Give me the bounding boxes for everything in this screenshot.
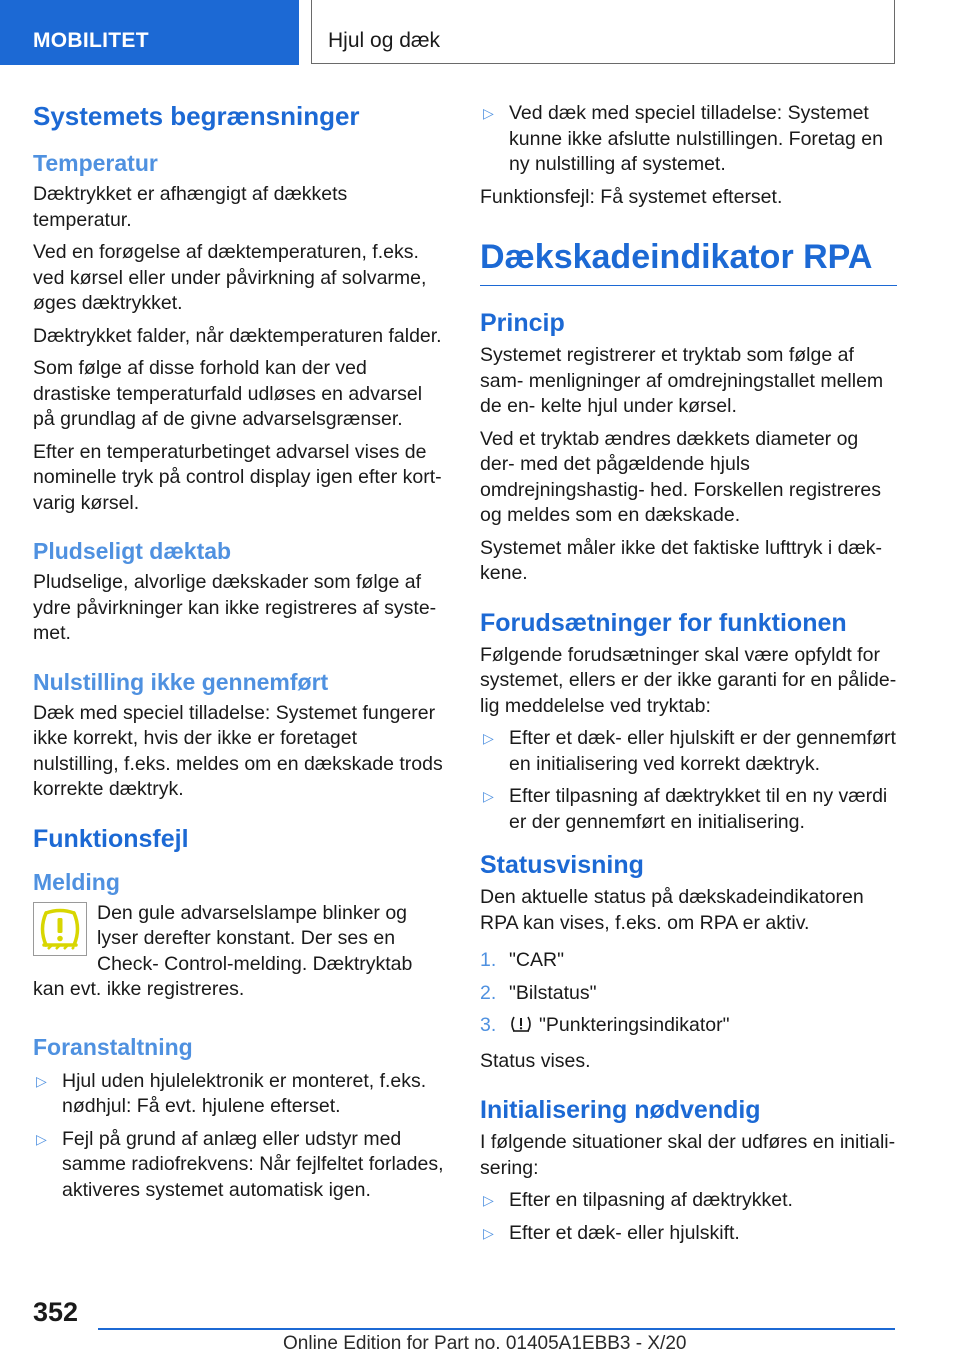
initialization-list (480, 1188, 897, 1246)
reset-heading: Nulstilling ikke gennemført (33, 668, 329, 695)
paragraph: Dæk med speciel tilladelse: Systemet fungerer ikke korrekt, hvis der ikke er foretaget nulstilling, f.eks. meldes om en dækskade trods korrekte dæktryk. (33, 701, 443, 800)
paragraph: Ved et tryktab ændres dækkets diameter og der- med det pågældende hjuls omdrejningshastig- hed. Forskellen registreres og meldes som en dækskade. (480, 427, 882, 526)
initialization-heading: Initialisering nødvendig (480, 1096, 761, 1124)
chapter-title: Hjul og dæk (311, 0, 895, 64)
triangle-right-icon: ▷ (483, 1192, 494, 1208)
paragraph: Ved en forøgelse af dæktemperaturen, f.eks. ved kørsel eller under påvirkning af solvarme, øges dæktrykket. (33, 241, 427, 314)
continued-list (480, 101, 897, 178)
list-item: ▷ Ved dæk med speciel tilladelse: Systemet kunne ikke afslutte nulstillingen. Foretag en ny nulstilling af systemet. (483, 102, 883, 175)
list-item: ▷ Hjul uden hjulelektronik er monteret, f.eks. nødhjul: Få evt. hjulene efterset. (36, 1069, 427, 1117)
tire-pressure-warning-icon (33, 902, 87, 956)
list-item: 1. "CAR" (480, 949, 565, 971)
list-item: ▷ Efter et dæk- eller hjulskift er der gennemført en initialisering ved korrekt dæktryk. (483, 727, 896, 775)
action-heading: Foranstaltning (33, 1033, 193, 1060)
footer-divider (98, 1328, 895, 1330)
triangle-right-icon: ▷ (483, 788, 494, 804)
triangle-right-icon: ▷ (483, 730, 494, 746)
action-list (33, 1069, 448, 1204)
fault-heading: Funktionsfejl (33, 824, 189, 853)
triangle-right-icon: ▷ (36, 1072, 47, 1089)
message-heading: Melding (33, 868, 120, 895)
paragraph: Følgende forudsætninger skal være opfyldt for systemet, ellers er der ikke garanti for en pålide- lig meddelelse ved tryktab: (480, 643, 897, 717)
right-column (480, 101, 897, 1253)
paragraph: Systemet registrerer et tryktab som følge af sam- menligninger af omdrejningstallet mellem de en- kelte hjul under kørsel. (480, 344, 884, 417)
list-item: 3. "Punkteringsindikator" (480, 1013, 897, 1042)
paragraph: Som følge af disse forhold kan der ved drastiske temperaturfald udløses en advarsel på grundlag af de givne advarselsgrænser. (33, 357, 423, 430)
paragraph: Status vises. (480, 1049, 591, 1072)
paragraph: I følgende situationer skal der udføres en initiali- sering: (480, 1131, 896, 1179)
list-item: ▷ Fejl på grund af anlæg eller udstyr med samme radiofrekvens: Når fejlfeltet forlades, aktiveres systemet automatisk igen. (36, 1127, 444, 1201)
paragraph: Dæktrykket er afhængigt af dækkets temperatur. (33, 183, 348, 231)
principle-heading: Princip (480, 309, 565, 337)
main-title: Dækskadeindikator RPA (480, 237, 897, 286)
footer-edition: Online Edition for Part no. 01405A1EBB3 - X/20 (283, 1333, 687, 1354)
triangle-right-icon: ▷ (36, 1130, 47, 1147)
paragraph: Dæktrykket falder, når dæktemperaturen falder. (33, 324, 442, 347)
prerequisites-list (480, 726, 897, 835)
list-item: 2. "Bilstatus" (480, 981, 597, 1004)
triangle-right-icon: ▷ (483, 1224, 494, 1241)
warning-message-block (33, 901, 448, 1003)
tire-pressure-icon (509, 1014, 533, 1042)
page-number: 352 (33, 1297, 79, 1327)
status-steps (480, 948, 897, 1042)
sudden-loss-heading: Pludseligt dæktab (33, 538, 232, 564)
temperature-heading: Temperatur (33, 150, 158, 176)
list-item: ▷ Efter et dæk- eller hjulskift. (480, 1221, 897, 1247)
section-tab: MOBILITET (0, 0, 299, 65)
paragraph: Pludselige, alvorlige dækskader som følge af ydre påvirkninger kan ikke registreres af syste- met. (33, 571, 437, 644)
paragraph: Den aktuelle status på dækskadeindikatoren RPA kan vises, f.eks. om RPA er aktiv. (480, 886, 864, 934)
prerequisites-heading: Forudsætninger for funktionen (480, 608, 847, 637)
triangle-right-icon: ▷ (483, 105, 494, 121)
section-title: Systemets begrænsninger (33, 101, 360, 131)
list-item: ▷ Efter en tilpasning af dæktrykket. (480, 1188, 897, 1214)
left-column (33, 100, 448, 1210)
list-item: ▷ Efter tilpasning af dæktrykket til en ny værdi er der gennemført en initialisering. (483, 785, 888, 833)
paragraph: Systemet måler ikke det faktiske lufttryk i dæk- kene. (480, 536, 883, 584)
paragraph: Efter en temperaturbetinget advarsel vises de nominelle tryk på control display igen efter kort- varig kørsel. (33, 440, 442, 514)
status-heading: Statusvisning (480, 851, 644, 879)
warning-message-text: Den gule advarselslampe blinker og lyser derefter konstant. Der ses en Check- Control-melding. Dæktryktab kan evt. ikke registreres. (33, 901, 413, 1000)
paragraph: Funktionsfejl: Få systemet efterset. (480, 185, 783, 208)
